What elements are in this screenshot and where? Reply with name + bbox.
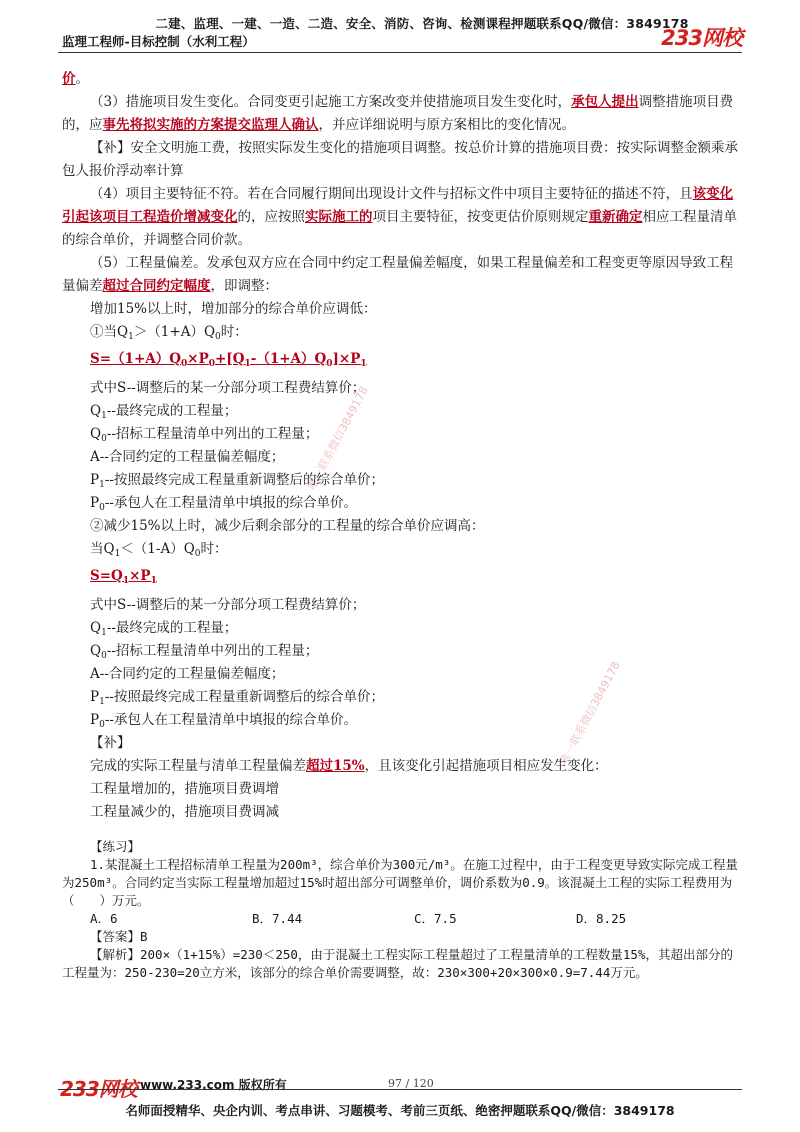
definition-p1: $P_1--$按照最终完成工程量重新调整后的综合单价； (90, 472, 384, 490)
exercise-title: 【练习】 (90, 839, 141, 854)
definition-q0: $Q_0--$招标工程量清单中列出的工程量； (90, 426, 319, 444)
definition-a: A--合同约定的工程量偏差幅度； (90, 449, 285, 465)
header-divider (58, 52, 742, 53)
supplement-increase: 工程量增加的，措施项目费调增 (90, 781, 279, 797)
option-d: D．8.25 (576, 911, 627, 926)
header-subtitle: 监理工程师-目标控制（水利工程） (62, 34, 255, 49)
supplement-heading: 【补】 (90, 735, 131, 751)
exercise-options (62, 910, 738, 928)
definition-s: 式中S--调整后的某一分部分项工程费结算价； (90, 597, 366, 613)
page-content (62, 68, 738, 982)
paragraph-measures-change: （3）措施项目发生变化。合同变更引起施工方案改变并使措施项目发生变化时，承包人提出调整措施项目费的，应事先将拟实施的方案提交监理人确认，并应详细说明与原方案相比的变化情况。 (62, 94, 734, 133)
footer-site-link[interactable]: www.233.com 版权所有 (140, 1078, 287, 1092)
exercise-analysis: 【解析】200×（1+15%）=230＜250，由于混凝土工程实际工程量超过了工程量清单的工程数量15%，其超出部分的工程量为：250-230=20立方米，该部分的综合单价需要调整，故：230×300+20×300×0.9=7.44万元。 (62, 947, 733, 980)
paragraph-continuation: 价。 (62, 71, 89, 87)
decrease-title: ②减少15%以上时，减少后剩余部分的工程量的综合单价应调高： (90, 518, 485, 534)
definition-p1: $P_1--$按照最终完成工程量重新调整后的综合单价； (90, 689, 384, 707)
option-a: A．6 (90, 911, 118, 926)
option-b: B．7.44 (252, 911, 303, 926)
watermark: 唯一联系微信3849178 (557, 659, 623, 768)
footer-contact-line: 名师面授精华、央企内训、考点串讲、习题模考、考前三页纸、绝密押题联系QQ/微信：3849178 (125, 1103, 675, 1118)
supplement-condition: 完成的实际工程量与清单工程量偏差超过15%，且该变化引起措施项目相应发生变化： (90, 758, 608, 774)
condition-increase: ①当$Q_1>(1+A)Q_0$时： (90, 324, 248, 342)
watermark: 唯一联系微信3849178 (305, 384, 371, 493)
definition-q1: $Q_1--$最终完成的工程量； (90, 403, 238, 421)
footer-logo[interactable]: 233网校 (60, 1077, 137, 1101)
formula-increase: $S=(1+A)Q_0\times P_0+[Q_1-(1+A)Q_0]\times P_1$ (90, 351, 367, 369)
definition-q1: $Q_1--$最终完成的工程量； (90, 620, 238, 638)
exercise-question: 1.某混凝土工程招标清单工程量为200m³，综合单价为300元/m³。在施工过程中，由于工程变更导致实际完成工程量为250m³。合同约定当实际工程量增加超过15%时超出部分可调整单价，调价系数为0.9。该混凝土工程的实际工程费用为（ ）万元。 (62, 857, 738, 908)
option-c: C．7.5 (414, 911, 457, 926)
increase-title: 增加15%以上时，增加部分的综合单价应调低： (90, 301, 377, 317)
definition-p0: $P_0--$承包人在工程量清单中填报的综合单价。 (90, 495, 357, 513)
paragraph-quantity-deviation: （5）工程量偏差。发承包双方应在合同中约定工程量偏差幅度，如果工程量偏差和工程变更等原因导致工程量偏差超过合同约定幅度，即调整： (62, 255, 734, 294)
supplement-decrease: 工程量减少的，措施项目费调减 (90, 804, 279, 820)
exercise-block (62, 838, 738, 982)
definition-p0: $P_0--$承包人在工程量清单中填报的综合单价。 (90, 712, 357, 730)
page-number: 97 / 120 (388, 1077, 434, 1090)
definition-q0: $Q_0--$招标工程量清单中列出的工程量； (90, 643, 319, 661)
exercise-answer: 【答案】B (90, 929, 148, 944)
condition-decrease: 当$Q_1<(1-A)Q_0$时： (90, 541, 228, 559)
paragraph-feature-mismatch: （4）项目主要特征不符。若在合同履行期间出现设计文件与招标文件中项目主要特征的描述不符，且该变化引起该项目工程造价增减变化的，应按照实际施工的项目主要特征，按变更估价原则规定重新确定相应工程量清单的综合单价，并调整合同价款。 (62, 186, 737, 248)
footer-divider (58, 1089, 742, 1090)
header-logo[interactable]: 233网校 (661, 26, 742, 50)
definition-a: A--合同约定的工程量偏差幅度； (90, 666, 285, 682)
formula-decrease: $S=Q_1\times P_1$ (90, 568, 157, 586)
definition-s: 式中S--调整后的某一分部分项工程费结算价； (90, 380, 366, 396)
paragraph-supplement-safety: 【补】安全文明施工费，按照实际发生变化的措施项目调整。按总价计算的措施项目费：按实际调整金额乘承包人报价浮动率计算 (62, 140, 738, 179)
header-contact-line: 二建、监理、一建、一造、二造、安全、消防、咨询、检测课程押题联系QQ/微信：3849178 (155, 16, 689, 31)
